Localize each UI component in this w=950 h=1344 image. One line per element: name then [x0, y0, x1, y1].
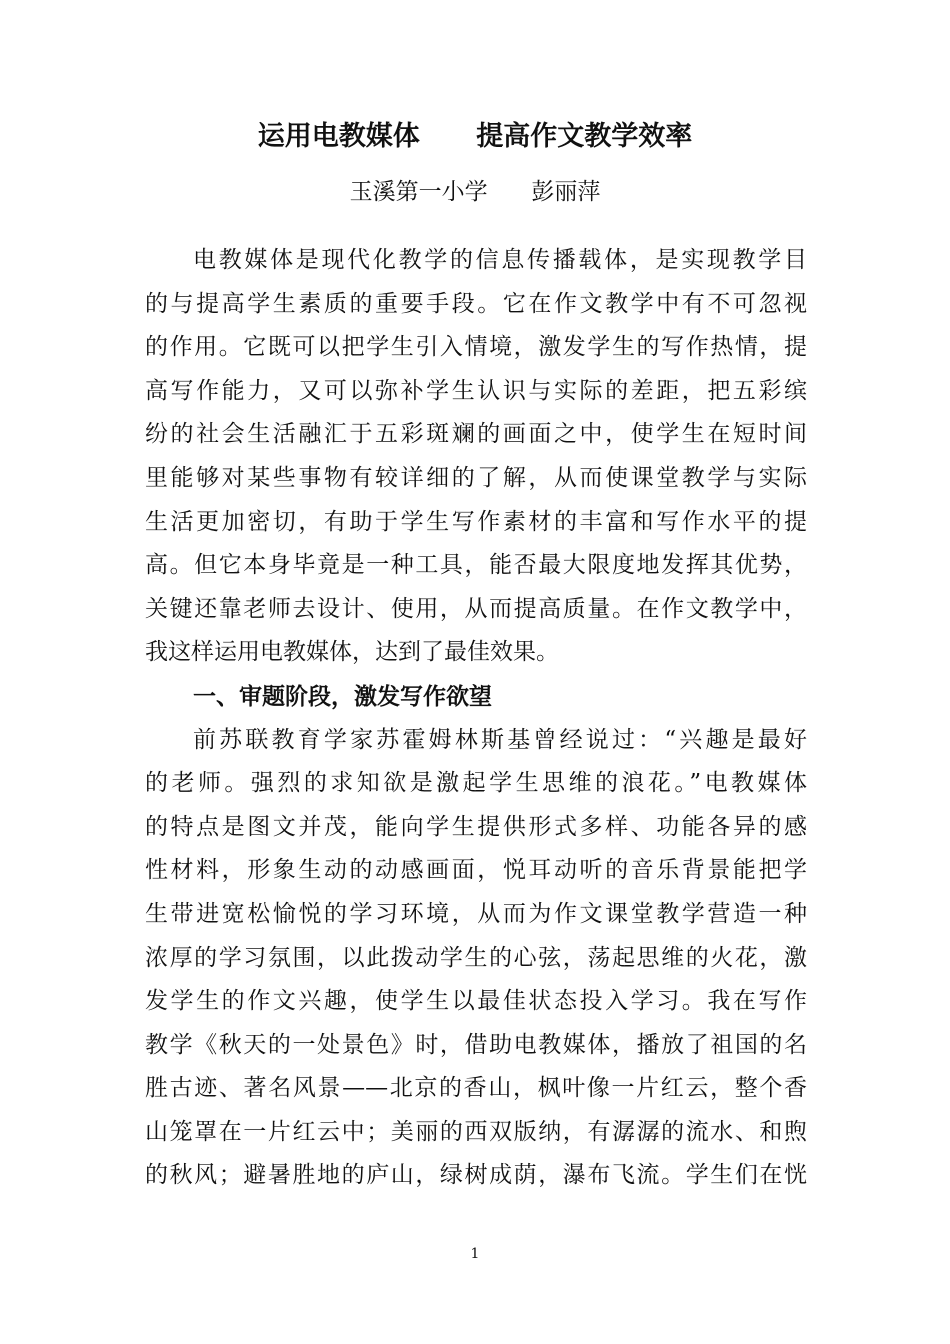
text-line: 电教媒体是现代化教学的信息传播载体，是实现教学目	[193, 247, 807, 273]
text-line: 纷的社会生活融汇于五彩斑斓的画面之中，使学生在短时间	[145, 421, 807, 448]
text-line: 胜古迹、著名风景——北京的香山，枫叶像一片红云，整个香	[145, 1075, 807, 1102]
text-line: 高。但它本身毕竟是一种工具，能否最大限度地发挥其优势，	[145, 552, 807, 579]
text-line: 前苏联教育学家苏霍姆林斯基曾经说过：“兴趣是最好	[193, 726, 807, 753]
section-heading: 一、审题阶段，激发写作欲望	[193, 682, 492, 710]
document-body	[145, 239, 807, 1198]
text-line: 里能够对某些事物有较详细的了解，从而使课堂教学与实际	[145, 464, 807, 491]
author-byline: 玉溪第一小学 彭丽萍	[349, 179, 601, 205]
text-line: 的特点是图文并茂，能向学生提供形式多样、功能各异的感	[145, 813, 807, 840]
paragraph-2	[145, 719, 807, 1199]
text-line: 生带进宽松愉悦的学习环境，从而为作文课堂教学营造一种	[145, 900, 807, 927]
text-line: 发学生的作文兴趣，使学生以最佳状态投入学习。我在写作	[145, 988, 807, 1015]
text-line: 关键还靠老师去设计、使用，从而提高质量。在作文教学中，	[145, 595, 807, 622]
page-number: 1	[470, 1246, 480, 1262]
text-line: 教学《秋天的一处景色》时，借助电教媒体，播放了祖国的名	[145, 1031, 807, 1058]
text-line: 的秋风；避暑胜地的庐山，绿树成荫，瀑布飞流。学生们在恍	[145, 1162, 807, 1189]
document-title: 运用电教媒体 提高作文教学效率	[257, 121, 693, 152]
text-line: 性材料，形象生动的动感画面，悦耳动听的音乐背景能把学	[145, 857, 807, 884]
text-line: 高写作能力，又可以弥补学生认识与实际的差距，把五彩缤	[145, 377, 807, 404]
text-line: 的作用。它既可以把学生引入情境，激发学生的写作热情，提	[145, 334, 807, 361]
text-line: 生活更加密切，有助于学生写作素材的丰富和写作水平的提	[145, 508, 807, 535]
paragraph-1	[145, 239, 807, 675]
text-line: 山笼罩在一片红云中；美丽的西双版纳，有潺潺的流水、和煦	[145, 1118, 807, 1145]
text-line: 浓厚的学习氛围，以此拨动学生的心弦，荡起思维的火花，激	[145, 944, 807, 971]
text-line: 的老师。强烈的求知欲是激起学生思维的浪花。”电教媒体	[145, 770, 807, 797]
text-line: 的与提高学生素质的重要手段。它在作文教学中有不可忽视	[145, 290, 807, 317]
text-line: 我这样运用电教媒体，达到了最佳效果。	[145, 639, 559, 666]
